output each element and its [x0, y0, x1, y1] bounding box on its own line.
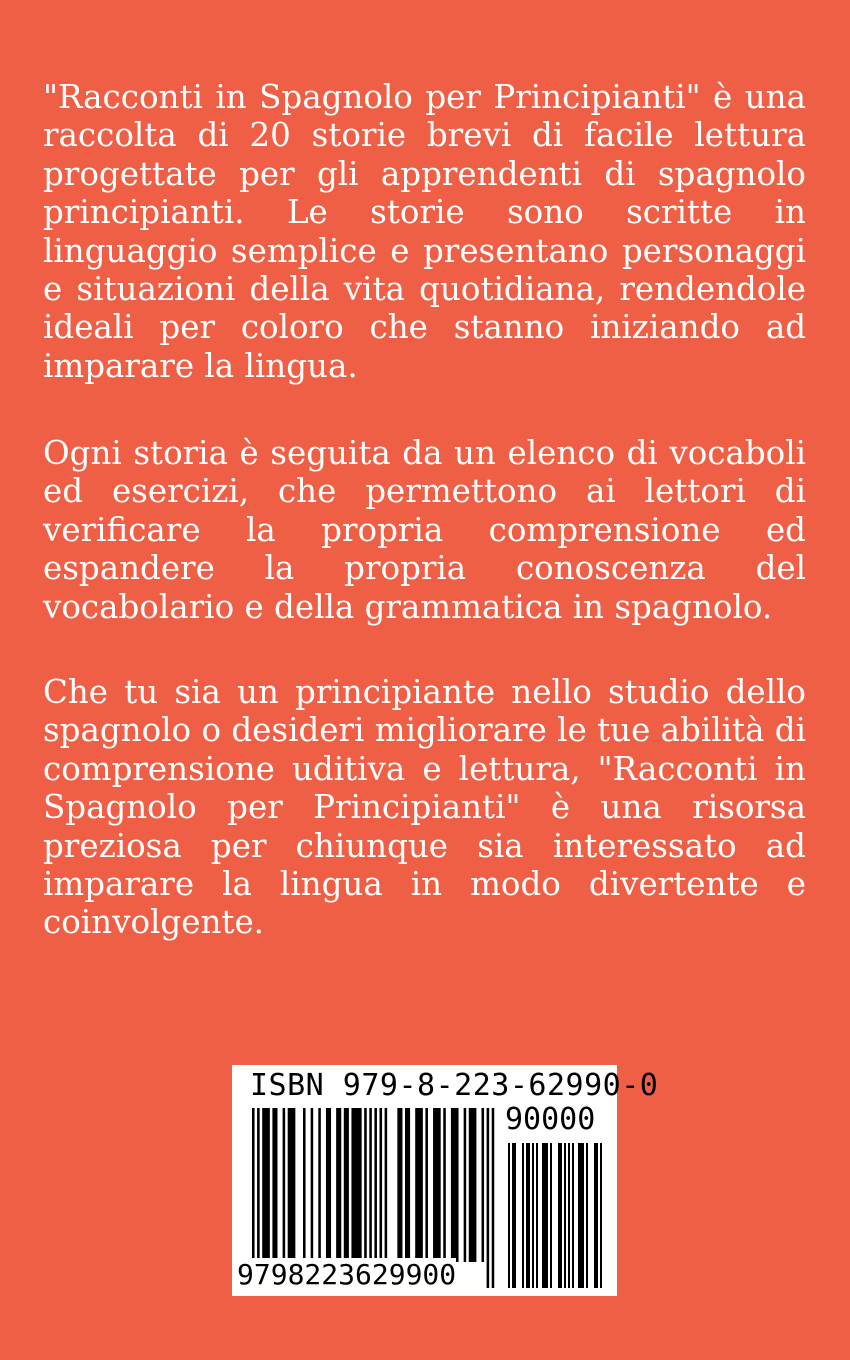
addon-bar [542, 1143, 548, 1288]
barcode-bar [433, 1108, 441, 1262]
barcode-bar [288, 1108, 296, 1262]
isbn-label: ISBN 979-8-223-62990-0 [250, 1068, 659, 1103]
addon-bar [550, 1143, 552, 1288]
ean-number [237, 1260, 456, 1290]
barcode-bar [283, 1108, 286, 1262]
description-paragraph-2: Ogni storia è seguita da un elenco di vocaboli ed esercizi, che permettono ai lettori di verificare la propria comprensione ed espandere la propria conoscenza del vocabolario e della grammatica in spagnolo. [43, 434, 806, 626]
barcode-bar [351, 1108, 361, 1262]
barcode-bar [311, 1108, 314, 1262]
addon-bar [572, 1143, 574, 1288]
barcode-bar [385, 1108, 388, 1262]
description-paragraph-1: "Racconti in Spagnolo per Principianti" è una raccolta di 20 storie brevi di facile lettura progettate per gli apprendenti di spagnolo principianti. Le storie sono scritte in linguaggio semplice e presentano personaggi e situazioni della vita quotidiana, rendendole ideali per coloro che stanno iniziando ad imparare la lingua. [43, 78, 806, 385]
barcode-bar [303, 1108, 306, 1262]
barcode-bar [464, 1108, 467, 1262]
barcode-bar [326, 1108, 331, 1262]
addon-bar [586, 1143, 588, 1288]
addon-bar [512, 1143, 516, 1288]
isbn-barcode-box [232, 1065, 659, 1296]
barcode-bar [487, 1108, 490, 1288]
barcode-bar [262, 1108, 270, 1262]
barcode-bar [318, 1108, 321, 1262]
barcode-bar [451, 1108, 459, 1262]
barcode-bar [336, 1108, 341, 1262]
barcode-bar [415, 1108, 423, 1262]
addon-price-code: 90000 [505, 1102, 596, 1137]
barcode-bar [364, 1108, 367, 1262]
barcode-bar [492, 1108, 495, 1288]
barcode-bar [469, 1108, 477, 1262]
addon-bar [532, 1143, 534, 1288]
barcode-bar [425, 1108, 428, 1262]
addon-bar [508, 1143, 510, 1288]
addon-bar [564, 1143, 566, 1288]
barcode-bar [482, 1108, 485, 1262]
addon-bar [568, 1143, 570, 1288]
addon-bar [594, 1143, 598, 1288]
barcode-bar [272, 1108, 277, 1262]
ean-number-text: 9798223629900 [237, 1258, 457, 1291]
barcode-bar [344, 1108, 349, 1262]
addon-bar [558, 1143, 562, 1288]
barcode-bar [405, 1108, 410, 1262]
addon-bar [536, 1143, 538, 1288]
barcode-bar [397, 1108, 402, 1262]
addon-bar [600, 1143, 602, 1288]
addon-bar [578, 1143, 584, 1288]
description-paragraph-3: Che tu sia un principiante nello studio dello spagnolo o desideri migliorare le tue abilità di comprensione uditiva e lettura, "Racconti in Spagnolo per Principianti" è una risorsa preziosa per chiunque sia interessato ad imparare la lingua in modo divertente e coinvolgente. [43, 673, 806, 942]
barcode-bar [380, 1108, 383, 1262]
addon-bar [522, 1143, 524, 1288]
barcode-bar [443, 1108, 446, 1262]
addon-bar [526, 1143, 530, 1288]
